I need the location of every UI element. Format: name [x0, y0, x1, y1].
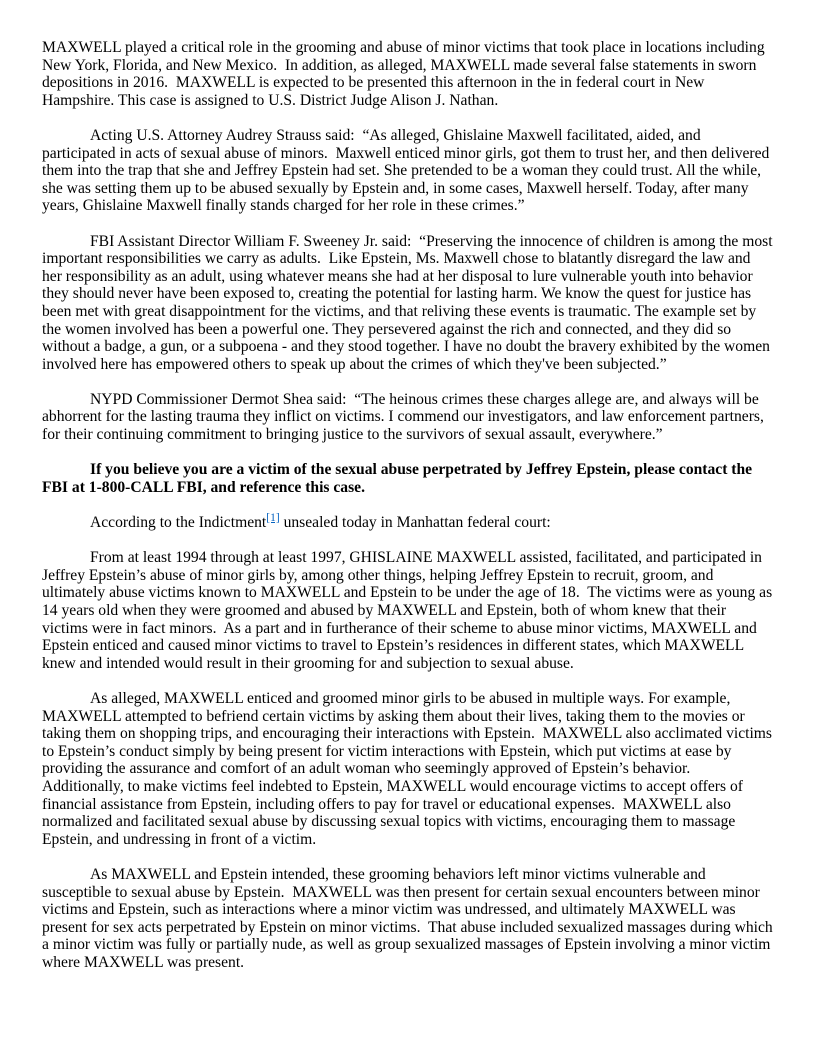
paragraph-victim-contact-notice: If you believe you are a victim of the sexual abuse perpetrated by Jeffrey Epstein, please contact the FBI at 1-800-CALL FBI, and reference this case. [42, 461, 756, 496]
paragraph-indictment-intro [42, 511, 773, 532]
paragraph-indictment-allegations: From at least 1994 through at least 1997, GHISLAINE MAXWELL assisted, facilitated, and participated in Jeffrey Epstein’s abuse of minor girls by, among other things, helping Jeffrey Epstein to recruit, groom, and ultimately abuse victims known to MAXWELL and Epstein to be under the age of 18. The victims were as young as 14 years old when they were groomed and abused by MAXWELL and Epstein, both of whom knew that their victims were in fact minors. As a part and in furtherance of their scheme to abuse minor victims, MAXWELL and Epstein enticed and caused minor victims to travel to Epstein’s residences in different states, which MAXWELL knew and intended would result in their grooming for and subjection to sexual abuse. [42, 549, 777, 672]
paragraph-grooming-methods: As alleged, MAXWELL enticed and groomed minor girls to be abused in multiple ways. For example, MAXWELL attempted to befriend certain victims by asking them about their lives, taking them to the movies or taking them on shopping trips, and encouraging their interactions with Epstein. MAXWELL also acclimated victims to Epstein’s conduct simply by being present for victim interactions with Epstein, which put victims at ease by providing the assurance and comfort of an adult woman who seemingly approved of Epstein’s behavior. Additionally, to make victims feel indebted to Epstein, MAXWELL would encourage victims to accept offers of financial assistance from Epstein, including offers to pay for travel or educational expenses. MAXWELL also normalized and facilitated sexual abuse by discussing sexual topics with victims, encouraging them to massage Epstein, and undressing in front of a victim. [42, 689, 776, 848]
paragraph-sweeney-quote: FBI Assistant Director William F. Sweeney Jr. said: “Preserving the innocence of children is among the most important responsibilities we carry as adults. Like Epstein, Ms. Maxwell chose to blatantly disregard the law and her responsibility as an adult, using whatever means she had at her disposal to lure vulnerable youth into behavior they should never have been exposed to, creating the potential for lasting harm. We know the quest for justice has been met with great disappointment for the victims, and that reliving these events is traumatic. The example set by the women involved has been a powerful one. They persevered against the rich and connected, and they did so without a badge, a gun, or a subpoena - and they stood together. I have no doubt the bravery exhibited by the women involved here has empowered others to speak up about the crimes of which they've been subjected.” [42, 232, 777, 373]
paragraph-abuse-details: As MAXWELL and Epstein intended, these grooming behaviors left minor victims vulnerable and susceptible to sexual abuse by Epstein. MAXWELL was then present for certain sexual encounters between minor victims and Epstein, such as interactions where a minor victim was undressed, and ultimately MAXWELL was present for sex acts perpetrated by Epstein on minor victims. That abuse included sexualized massages during which a minor victim was fully or partially nude, as well as group sexualized massages of Epstein involving a minor victim where MAXWELL was present. [42, 865, 777, 971]
footnote-1-link[interactable]: [1] [266, 511, 280, 524]
paragraph-strauss-quote: Acting U.S. Attorney Audrey Strauss said: “As alleged, Ghislaine Maxwell facilitated, aided, and participated in acts of sexual abuse of minors. Maxwell enticed minor girls, got them to trust her, and then delivered them into the trap that she and Jeffrey Epstein had set. She pretended to be a woman they could trust. All the while, she was setting them up to be abused sexually by Epstein and, in some cases, Maxwell herself. Today, after many years, Ghislaine Maxwell finally stands charged for her role in these crimes.” [42, 126, 774, 215]
paragraph-shea-quote: NYPD Commissioner Dermot Shea said: “The heinous crimes these charges allege are, and always will be abhorrent for the lasting trauma they inflict on victims. I commend our investigators, and law enforcement partners, for their continuing commitment to bringing justice to the survivors of sexual assault, everywhere.” [42, 390, 768, 444]
paragraph-case-summary: MAXWELL played a critical role in the grooming and abuse of minor victims that took place in locations including New York, Florida, and New Mexico. In addition, as alleged, MAXWELL made several false statements in sworn depositions in 2016. MAXWELL is expected to be presented this afternoon in the in federal court in New Hampshire. This case is assigned to U.S. District Judge Alison J. Nathan. [42, 39, 769, 109]
indictment-intro-text-before: According to the Indictment [90, 514, 267, 532]
indictment-intro-text-after: unsealed today in Manhattan federal court: [279, 514, 551, 532]
